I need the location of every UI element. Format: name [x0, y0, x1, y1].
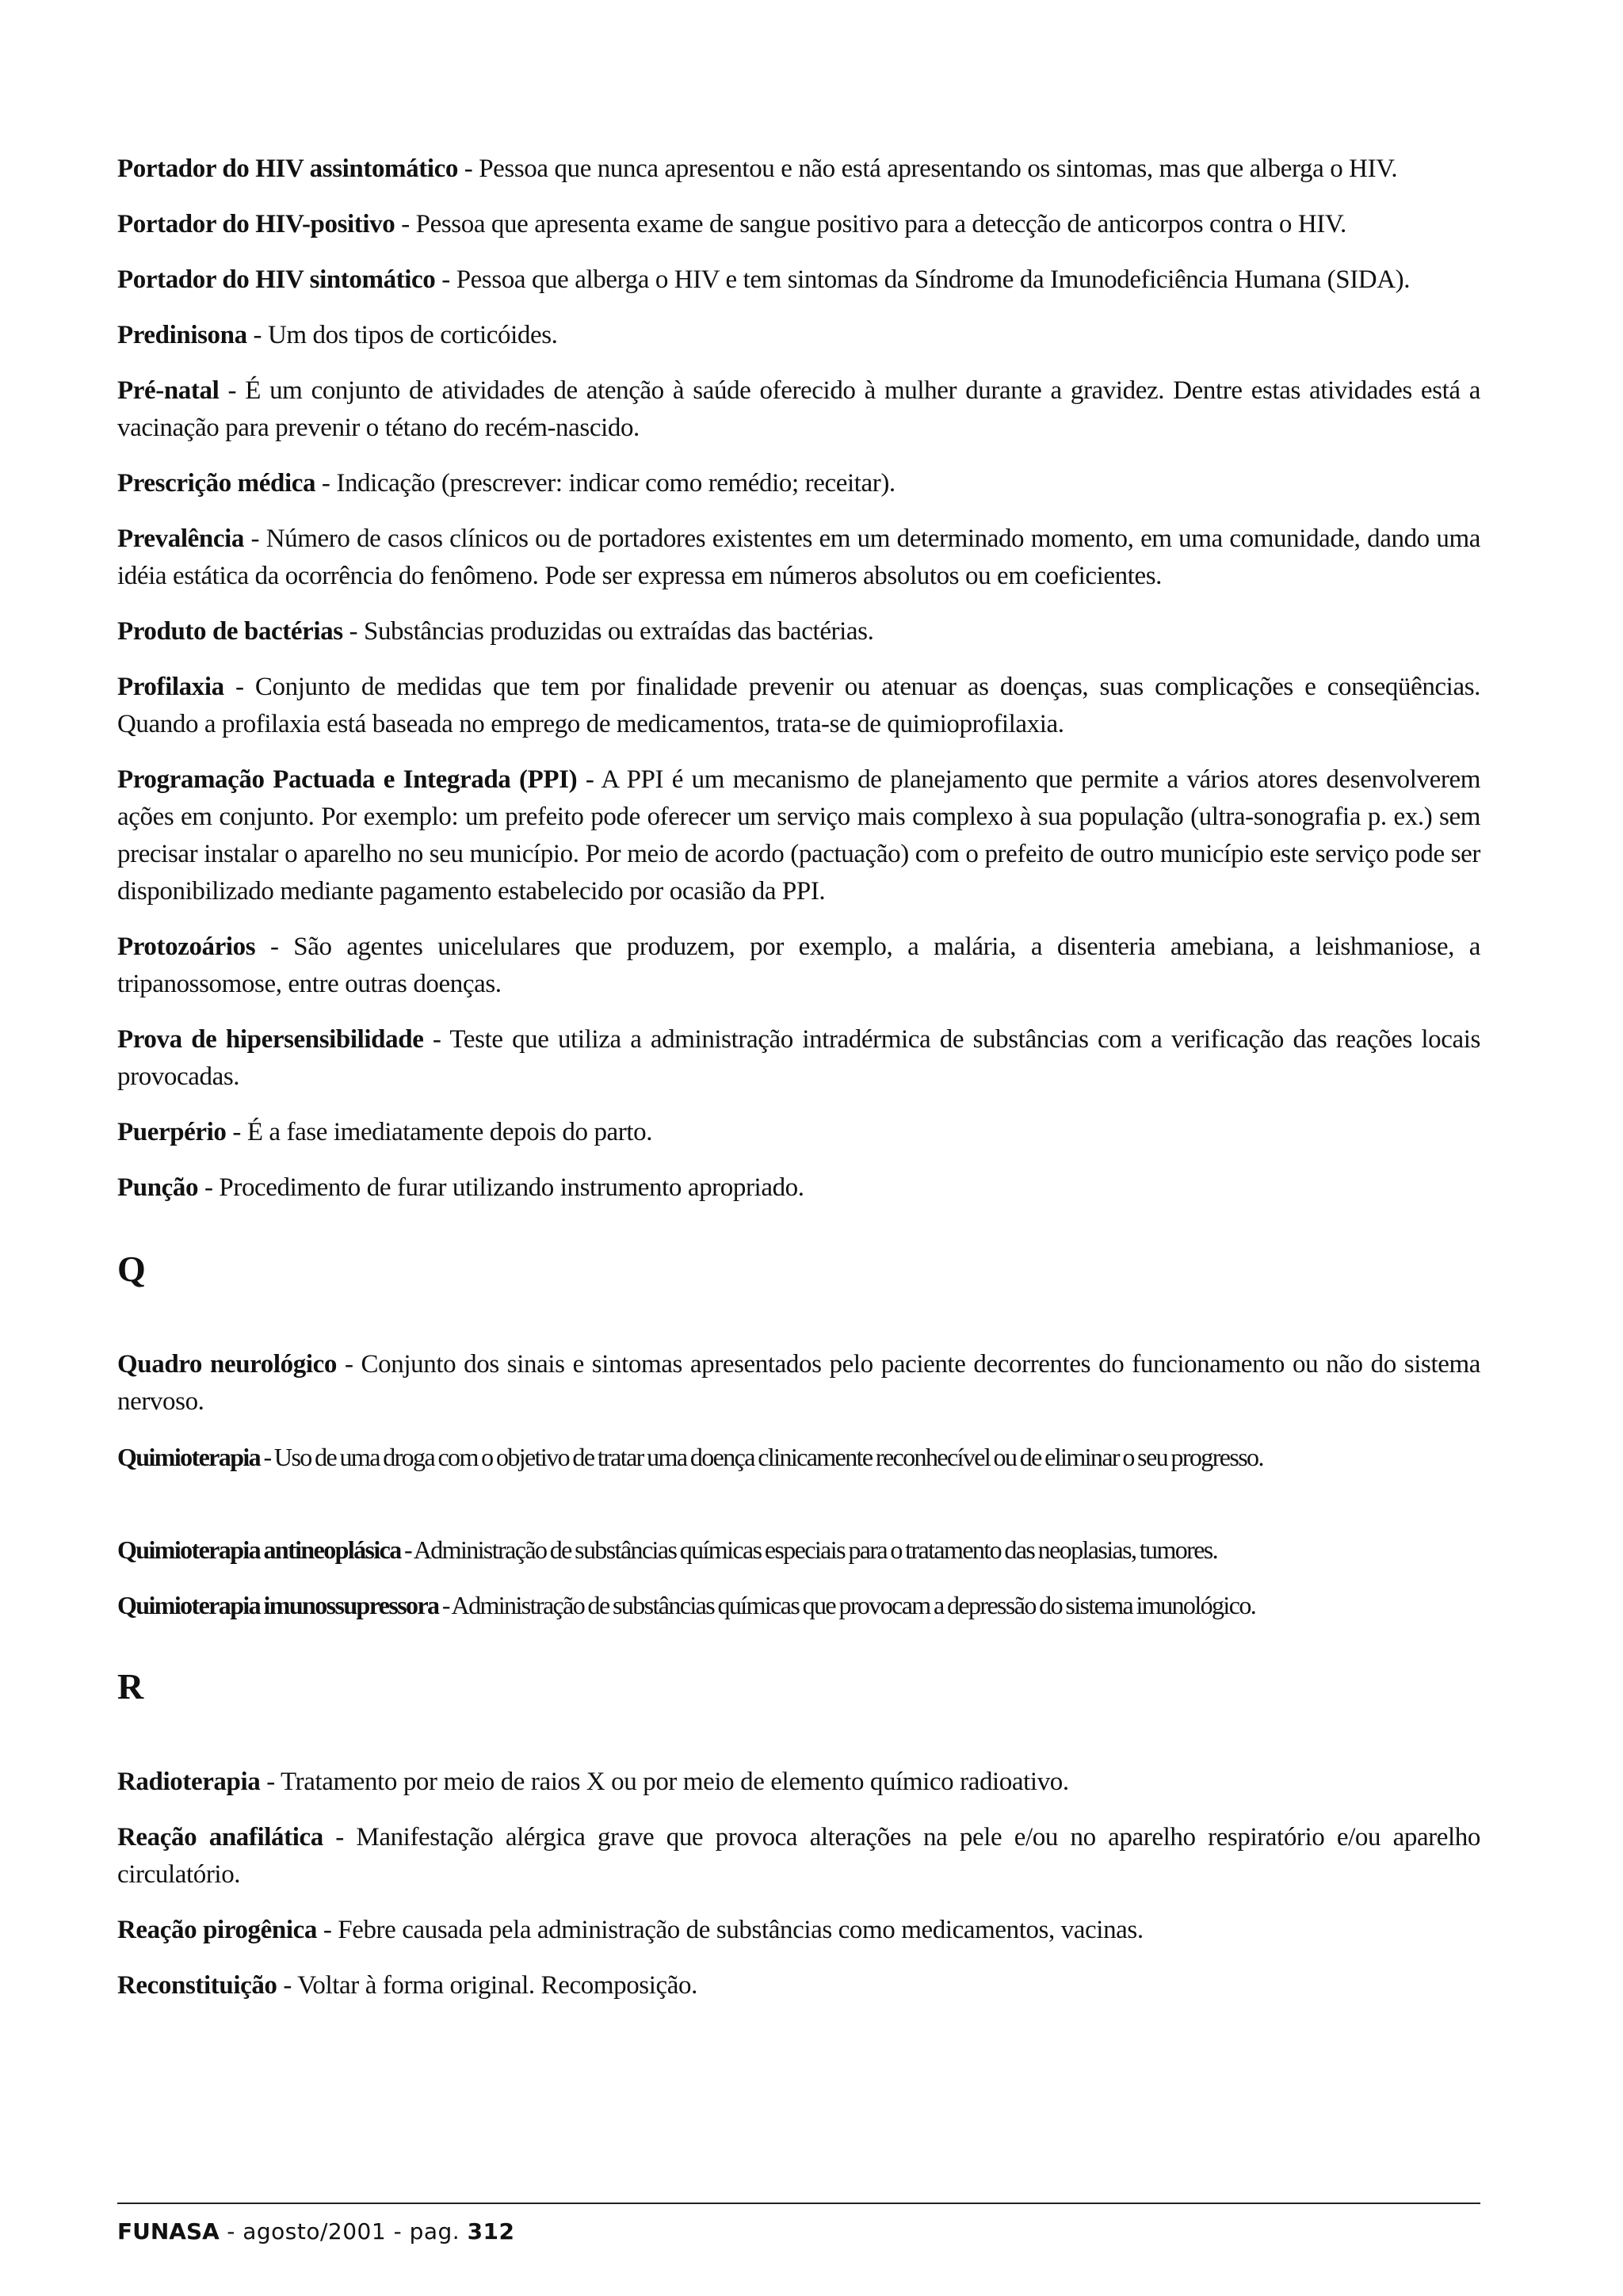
entry-definition: - Número de casos clínicos ou de portadores existentes em um determinado momento, em uma comunidade, dando uma idéia estática da ocorrência do fenômeno. Pode ser expressa em números absolutos ou em coeficientes. [117, 524, 1480, 590]
glossary-entry [117, 929, 1480, 1003]
section-letter-q: Q [117, 1249, 146, 1289]
entry-definition: - Administração de substâncias químicas especiais para o tratamento das neoplasias, tumores. [400, 1535, 1218, 1564]
glossary-entry [117, 1021, 1480, 1096]
entry-definition: - É a fase imediatamente depois do parto. [226, 1118, 653, 1146]
entry-term: Quimioterapia [117, 1443, 261, 1471]
page-footer [117, 2218, 515, 2245]
entry-term: Puerpério [117, 1118, 227, 1146]
glossary-entry [117, 206, 1480, 243]
entry-term: Radioterapia [117, 1768, 261, 1796]
entry-term: Quimioterapia imunossupressora [117, 1591, 439, 1619]
entry-term: Quimioterapia antineoplásica [117, 1535, 401, 1564]
entry-definition: - Conjunto dos sinais e sintomas apresentados pelo paciente decorrentes do funcionamento ou não do sistema nervoso. [117, 1350, 1480, 1416]
entry-term: Pré-natal [117, 376, 220, 405]
entry-term: Quadro neurológico [117, 1350, 337, 1379]
entry-definition: - Pessoa que alberga o HIV e tem sintomas da Síndrome da Imunodeficiência Humana (SIDA). [435, 265, 1411, 294]
footer-date: - agosto/2001 - pag. [219, 2218, 468, 2245]
entry-definition: - Um dos tipos de corticóides. [246, 321, 558, 349]
glossary-entry [117, 317, 1480, 354]
entry-definition: - Uso de uma droga com o objetivo de tratar uma doença clinicamente reconhecível ou de eliminar o seu progresso. [260, 1443, 1263, 1471]
footer-brand: FUNASA [117, 2218, 220, 2245]
entry-term: Reação pirogênica [117, 1916, 317, 1944]
entry-term: Profilaxia [117, 673, 224, 701]
entry-definition: - A PPI é um mecanismo de planejamento que permite a vários atores desenvolverem ações em conjunto. Por exemplo: um prefeito pode oferecer um serviço mais complexo à sua população (ultra-sonografia p. ex.) sem precisar instalar o aparelho no seu município. Por meio de acordo (pactuação) com o prefeito de outro município este serviço pode ser disponibilizado mediante pagamento estabelecido por ocasião da PPI. [117, 765, 1480, 906]
glossary-entry [117, 1967, 1480, 2004]
glossary-entry [117, 1439, 1480, 1476]
entry-term: Prova de hipersensibilidade [117, 1025, 424, 1054]
glossary-entry [117, 1587, 1480, 1624]
glossary-entry [117, 372, 1480, 447]
entry-term: Produto de bactérias [117, 617, 343, 646]
glossary-entry [117, 761, 1480, 910]
entry-term: Prescrição médica [117, 469, 316, 498]
entry-term: Prevalência [117, 524, 244, 553]
glossary-entry [117, 1531, 1480, 1569]
glossary-entry [117, 669, 1480, 743]
glossary-entry [117, 261, 1480, 299]
entry-definition: - É um conjunto de atividades de atenção à saúde oferecido à mulher durante a gravidez. Dentre estas atividades está a vacinação para prevenir o tétano do recém-nascido. [117, 376, 1480, 442]
entry-term: Reconstituição [117, 1971, 277, 2000]
glossary-entry [117, 1764, 1480, 1801]
entry-definition: - Procedimento de furar utilizando instrumento apropriado. [198, 1173, 804, 1202]
entry-term: Portador do HIV sintomático [117, 265, 436, 294]
entry-definition: - Pessoa que apresenta exame de sangue positivo para a detecção de anticorpos contra o HIV. [395, 210, 1346, 238]
glossary-entry [117, 1114, 1480, 1151]
entry-term: Portador do HIV assintomático [117, 154, 458, 183]
glossary-entry [117, 1912, 1480, 1949]
entry-definition: - Tratamento por meio de raios X ou por meio de elemento químico radioativo. [260, 1768, 1069, 1796]
entry-definition: - Pessoa que nunca apresentou e não está apresentando os sintomas, mas que alberga o HIV. [457, 154, 1398, 183]
glossary-content [117, 151, 1480, 2023]
glossary-entry [117, 1169, 1480, 1207]
entry-definition: - Febre causada pela administração de substâncias como medicamentos, vacinas. [316, 1916, 1144, 1944]
entry-term: Portador do HIV-positivo [117, 210, 395, 238]
page-number: 312 [467, 2218, 515, 2245]
entry-definition: - Manifestação alérgica grave que provoca alterações na pele e/ou no aparelho respiratório e/ou aparelho circulatório. [117, 1823, 1480, 1889]
glossary-entry [117, 613, 1480, 650]
entry-definition: - Teste que utiliza a administração intradérmica de substâncias com a verificação das reações locais provocadas. [117, 1025, 1480, 1091]
entry-definition: - Indicação (prescrever: indicar como remédio; receitar). [315, 469, 896, 498]
entry-definition: - Voltar à forma original. Recomposição. [277, 1971, 697, 2000]
entry-term: Predinisona [117, 321, 247, 349]
entry-term: Protozoários [117, 933, 256, 961]
glossary-entry [117, 1346, 1480, 1421]
glossary-entry [117, 151, 1480, 188]
entry-definition: - Substâncias produzidas ou extraídas das bactérias. [342, 617, 874, 646]
entry-term: Programação Pactuada e Integrada (PPI) [117, 765, 578, 794]
entry-definition: - São agentes unicelulares que produzem, por exemplo, a malária, a disenteria amebiana, a leishmaniose, a tripanossomose, entre outras doenças. [117, 933, 1480, 998]
entry-definition: - Conjunto de medidas que tem por finalidade prevenir ou atenuar as doenças, suas complicações e conseqüências. Quando a profilaxia está baseada no emprego de medicamentos, trata-se de quimioprofilaxia. [117, 673, 1480, 738]
entry-term: Punção [117, 1173, 199, 1202]
entry-definition: - Administração de substâncias químicas que provocam a depressão do sistema imunológico. [438, 1591, 1256, 1619]
glossary-entry [117, 521, 1480, 595]
glossary-entry [117, 465, 1480, 502]
entry-term: Reação anafilática [117, 1823, 323, 1852]
footer-divider [117, 2203, 1480, 2204]
glossary-entry [117, 1819, 1480, 1894]
section-letter-r: R [117, 1666, 144, 1707]
